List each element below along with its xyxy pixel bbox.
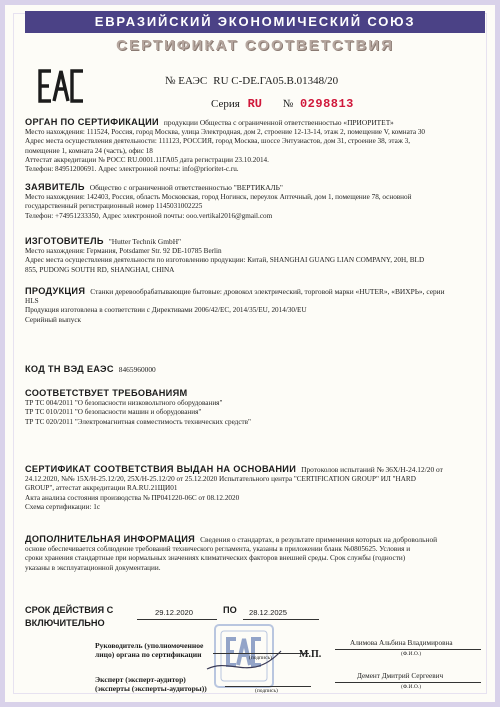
head-sign-caption: (подпись)	[249, 655, 272, 661]
expert-label-2: (эксперты (эксперты-аудиторы))	[95, 684, 207, 693]
tnved-code: 8465960000	[118, 365, 156, 374]
head-signer-label-2: лицо) органа по сертификации	[95, 650, 202, 659]
product-section: ПРОДУКЦИЯ Станки деревообрабатывающие бытовые: дровокол электрический, торговой марки «HUTER», «ВИХРЬ», серии HLS Продукция изготовлена в соответствии с Директивами 2006/42/EC, 2014/35/EU, 2014/30/EU Серийный выпуск	[25, 286, 445, 324]
union-header: ЕВРАЗИЙСКИЙ ЭКОНОМИЧЕСКИЙ СОЮЗ	[25, 11, 485, 33]
registration-number: № ЕАЭС RU С-DE.ГА05.В.01348/20	[165, 75, 339, 87]
requirements-heading: СООТВЕТСТВУЕТ ТРЕБОВАНИЯМ	[25, 388, 188, 398]
validity-from-date: 29.12.2020	[155, 608, 194, 617]
serial-number: 0298813	[299, 97, 354, 111]
stamp-place-label: М.П.	[299, 649, 322, 660]
stamp-seal-icon	[201, 617, 287, 695]
validity-to-label: ПО	[223, 605, 237, 615]
head-signer-name: Алимова Альбина Владимировна	[350, 639, 453, 647]
expert-fio-caption: (Ф.И.О.)	[401, 684, 422, 690]
additional-heading: ДОПОЛНИТЕЛЬНАЯ ИНФОРМАЦИЯ	[25, 534, 196, 544]
series-line: Серия RU № 0298813	[211, 97, 354, 111]
expert-signature-line	[225, 686, 311, 687]
tnved-heading: КОД ТН ВЭД ЕАЭС	[25, 364, 114, 374]
expert-name: Демент Дмитрий Сергеевич	[357, 672, 444, 680]
applicant-section: ЗАЯВИТЕЛЬ Общество с ограниченной ответственностью "ВЕРТИКАЛЬ" Место нахождения: 142403, Россия, область Московская, город Ногинск, переулок Аптечный, дом 1, помещение 78, основной государственный регистрационный номер 1145031002225 Телефон: +74951233350, Адрес электронной почты: ooo.vertikal2016@gmail.com	[25, 182, 412, 220]
expert-sign-caption: (подпись)	[255, 688, 278, 694]
head-signer-label-1: Руководитель (уполномоченное	[95, 641, 204, 650]
basis-heading: СЕРТИФИКАТ СООТВЕТСТВИЯ ВЫДАН НА ОСНОВАНИИ	[25, 464, 297, 474]
head-fio-caption: (Ф.И.О.)	[401, 651, 422, 657]
organ-heading: ОРГАН ПО СЕРТИФИКАЦИИ	[25, 117, 159, 127]
manufacturer-heading: ИЗГОТОВИТЕЛЬ	[25, 236, 104, 246]
manufacturer-section: ИЗГОТОВИТЕЛЬ "Hutter Technik GmbH" Место нахождения: Германия, Potsdamer Str. 92 DE-10785 Berlin Адрес места осуществления деятельности по изготовлению продукции: Китай, SHANGHAI GUANG LIAN COMPANY, 20H, BLD 855, PUDONG SOUTH RD, SHANGHAI, CHINA	[25, 236, 425, 274]
organ-section: ОРГАН ПО СЕРТИФИКАЦИИ продукции Общества с ограниченной ответственностью «ПРИОРИТЕТ» Место нахождения: 111524, Россия, город Москва, улица Электродная, дом 2, строение 12-13-14, этаж 2, помещение V, комната 30 Адрес места осуществления деятельности: 111123, РОССИЯ, город Москва, шоссе Энтузиастов, дом 31, строение 38, этаж 3, помещение 1, комната 24 (часть), офис 18 Аттестат аккредитации № РОСС RU.0001.11ГА05 дата регистрации 23.10.2014. Телефон: 84951200691. Адрес электронной почты: info@prioritet-c.ru.	[25, 117, 426, 174]
requirements-section: СООТВЕТСТВУЕТ ТРЕБОВАНИЯМ ТР ТС 004/2011 "О безопасности низковольтного оборудования" ТР ТС 010/2011 "О безопасности машин и оборудования" ТР ТС 020/2011 "Электромагнитная совместимость технических средств"	[25, 388, 251, 426]
head-name-line	[335, 649, 481, 650]
validity-to-date: 28.12.2025	[249, 608, 288, 617]
additional-section: ДОПОЛНИТЕЛЬНАЯ ИНФОРМАЦИЯ Сведения о стандартах, в результате применения которых на добровольной основе обеспечивается соблюдение требований технического регламента, указаны в приложении бланк №0805625. Условия и сроки хранения стандартные при нормальных значениях климатических факторов внешней среды. Срок службы (годности) указаны в эксплуатационной документации.	[25, 534, 438, 572]
validity-from-label: СРОК ДЕЙСТВИЯ С	[25, 605, 114, 615]
eac-logo-icon	[37, 67, 85, 105]
expert-label-1: Эксперт (эксперт-аудитор)	[95, 675, 186, 684]
series-code: RU	[247, 97, 262, 111]
applicant-heading: ЗАЯВИТЕЛЬ	[25, 182, 85, 192]
certificate-title: СЕРТИФИКАТ СООТВЕТСТВИЯ	[116, 37, 394, 54]
basis-section: СЕРТИФИКАТ СООТВЕТСТВИЯ ВЫДАН НА ОСНОВАНИИ Протоколов испытаний № 36Х/Н-24.12/20 от 24.12.2020, №№ 15Х/Н-25.12/20, 25Х/Н-25.12/20 от 25.12.2020 Испытательного центра "CERTIFICATION GROUP" ИЛ "HARD GROUP", аттестат аккредитации RA.RU.21ЩИ01 Акта анализа состояния производства № ПР041220-06С от 08.12.2020 Схема сертификации: 1с	[25, 464, 443, 511]
expert-name-line	[335, 682, 481, 683]
validity-inclusive-label: ВКЛЮЧИТЕЛЬНО	[25, 618, 105, 628]
head-signature-line	[213, 653, 309, 654]
tnved-section	[25, 365, 485, 375]
product-heading: ПРОДУКЦИЯ	[25, 286, 86, 296]
